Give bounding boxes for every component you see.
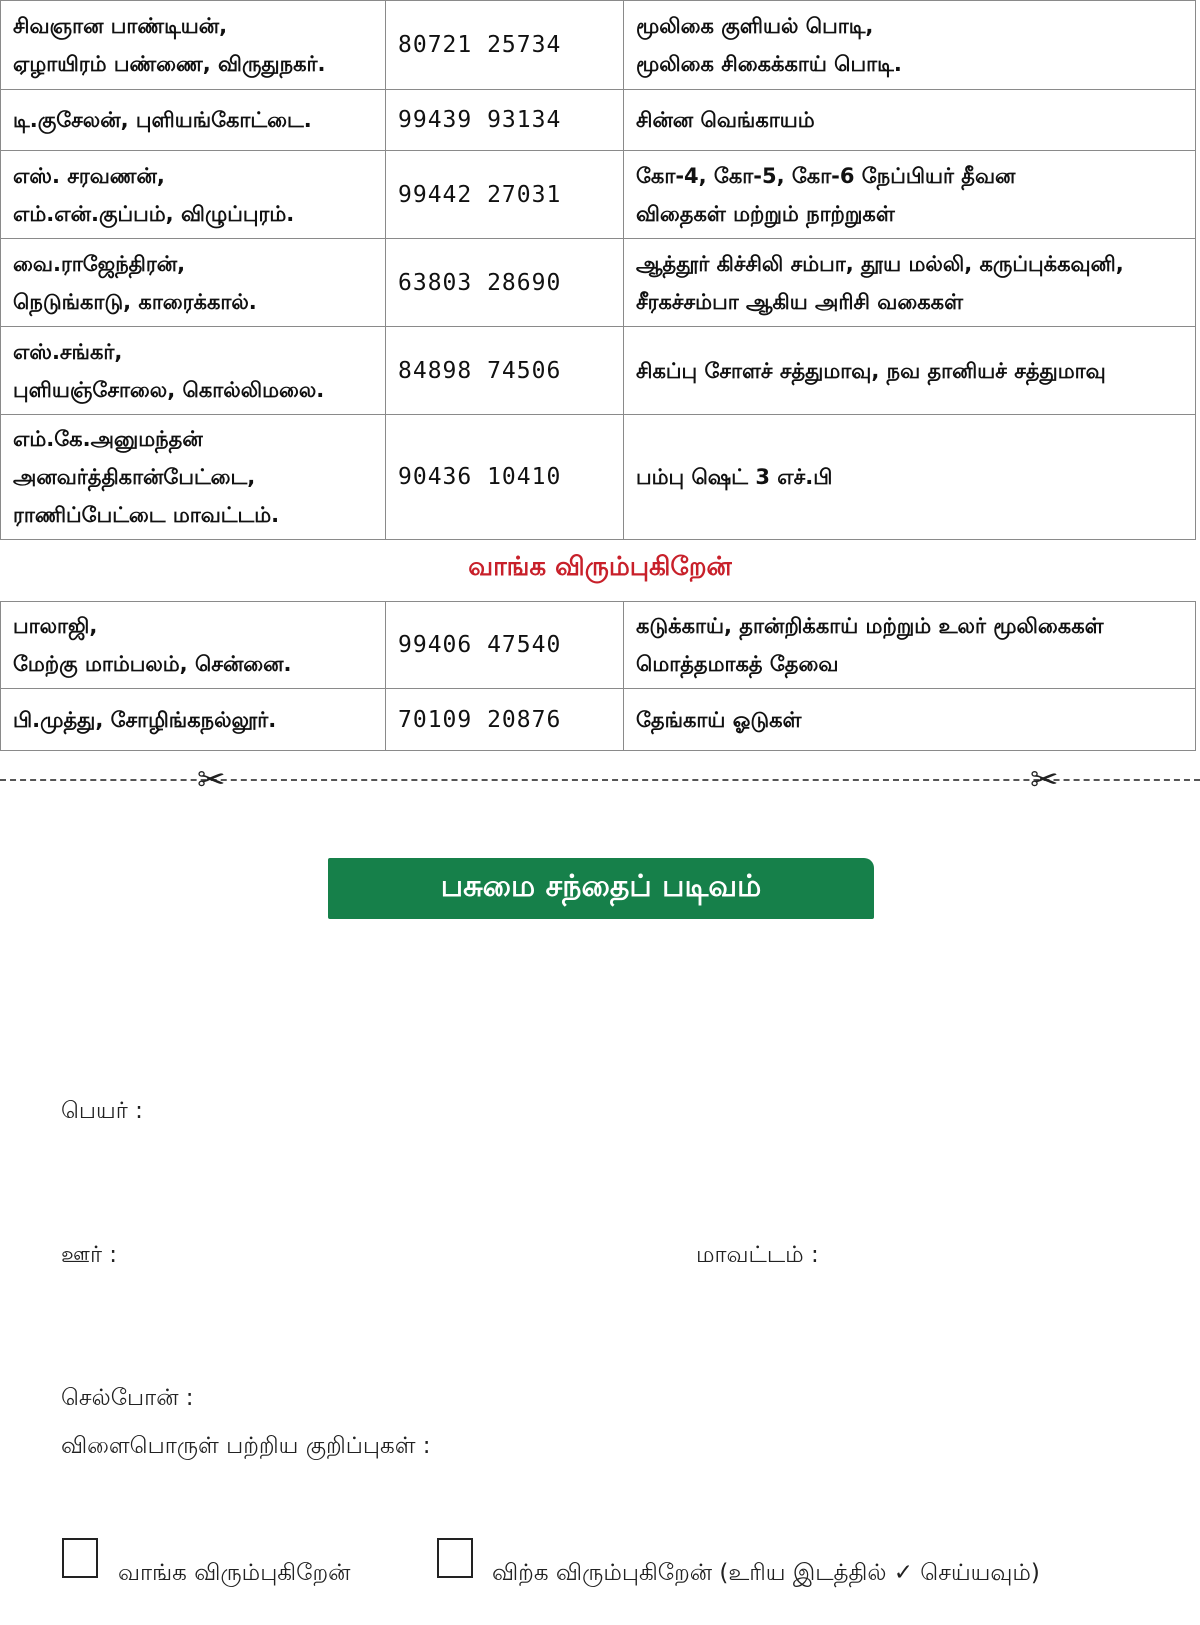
contact-name-line: வை.ராஜேந்திரன், <box>13 251 186 276</box>
table-row <box>1 239 1196 327</box>
table-row <box>1 602 1196 689</box>
product-notes-label: விளைபொருள் பற்றிய குறிப்புகள் : <box>61 1433 431 1459</box>
scissors-icon: ✂ <box>197 760 226 800</box>
village-field-label: ஊர் : <box>61 1242 118 1268</box>
product-line: பம்பு ஷெட் 3 எச்.பி <box>636 465 833 489</box>
product-line: ஆத்தூர் கிச்சிலி சம்பா, தூய மல்லி, கருப்புக்கவுனி, <box>636 251 1124 276</box>
contact-name-line: அனவர்த்திகான்பேட்டை, <box>13 465 256 489</box>
phone-field-label: செல்போன் : <box>61 1385 194 1411</box>
phone-number-cell: 99406 47540 <box>386 602 624 689</box>
table-row <box>1 151 1196 239</box>
contact-name-cell <box>1 151 386 239</box>
contact-name-cell <box>1 239 386 327</box>
scissors-icon: ✂ <box>1030 760 1059 800</box>
product-cell <box>624 151 1196 239</box>
contact-name-cell <box>1 602 386 689</box>
product-line: மூலிகை சிகைக்காய் பொடி. <box>636 52 902 76</box>
product-line: சீரகச்சம்பா ஆகிய அரிசி வகைகள் <box>636 289 964 314</box>
district-field-label: மாவட்டம் : <box>696 1242 819 1268</box>
product-line: சின்ன வெங்காயம் <box>636 108 815 132</box>
product-cell <box>624 90 1196 151</box>
product-line: கடுக்காய், தான்றிக்காய் மற்றும் உலர் மூலிகைகள் <box>636 614 1104 638</box>
product-line: சிகப்பு சோளச் சத்துமாவு, நவ தானியச் சத்துமாவு <box>636 358 1106 383</box>
sell-option-label: விற்க விரும்புகிறேன் (உரிய இடத்தில் ✓ செய்யவும்) <box>492 1560 1040 1586</box>
table-row <box>1 90 1196 151</box>
phone-number-cell: 70109 20876 <box>386 689 624 751</box>
contact-name-line: எஸ்.சங்கர், <box>13 339 123 364</box>
table-row <box>1 415 1196 540</box>
product-line: கோ-4, கோ-5, கோ-6 நேப்பியர் தீவன <box>636 163 1016 188</box>
product-cell <box>624 689 1196 751</box>
product-line: மூலிகை குளியல் பொடி, <box>636 14 874 38</box>
form-title-banner: பசுமை சந்தைப் படிவம் <box>328 858 874 919</box>
contact-name-line: மேற்கு மாம்பலம், சென்னை. <box>13 652 292 676</box>
contact-name-line: சிவஞான பாண்டியன், <box>13 14 228 38</box>
product-cell <box>624 327 1196 415</box>
phone-number-cell: 90436 10410 <box>386 415 624 540</box>
contact-name-line: டி.குசேலன், புளியங்கோட்டை. <box>13 108 312 132</box>
contact-name-cell <box>1 90 386 151</box>
contact-name-line: ராணிப்பேட்டை மாவட்டம். <box>13 503 280 527</box>
contact-name-line: ஏழாயிரம் பண்ணை, விருதுநகர். <box>13 52 326 76</box>
buy-option-label: வாங்க விரும்புகிறேன் <box>118 1560 351 1586</box>
contact-name-line: நெடுங்காடு, காரைக்கால். <box>13 289 257 314</box>
buyer-listing-table <box>0 601 1196 751</box>
contact-name-cell <box>1 327 386 415</box>
sell-checkbox[interactable] <box>437 1538 473 1578</box>
table-row <box>1 689 1196 751</box>
contact-name-line: எம்.கே.அனுமந்தன் <box>13 427 203 451</box>
contact-name-cell <box>1 415 386 540</box>
product-cell <box>624 415 1196 540</box>
contact-name-line: எம்.என்.குப்பம், விழுப்புரம். <box>13 201 295 226</box>
buy-checkbox[interactable] <box>62 1538 98 1578</box>
contact-name-line: எஸ். சரவணன், <box>13 163 165 188</box>
cut-line <box>0 779 1200 781</box>
phone-number-cell: 80721 25734 <box>386 1 624 90</box>
contact-name-cell <box>1 1 386 90</box>
contact-name-line: பி.முத்து, சோழிங்கநல்லூர். <box>13 707 277 732</box>
product-cell <box>624 239 1196 327</box>
phone-number-cell: 99442 27031 <box>386 151 624 239</box>
phone-number-cell: 84898 74506 <box>386 327 624 415</box>
table-row <box>1 327 1196 415</box>
contact-name-line: புளியஞ்சோலை, கொல்லிமலை. <box>13 377 325 402</box>
contact-name-cell <box>1 689 386 751</box>
name-field-label: பெயர் : <box>61 1098 143 1124</box>
product-line: தேங்காய் ஓடுகள் <box>636 707 802 732</box>
product-cell <box>624 1 1196 90</box>
product-line: விதைகள் மற்றும் நாற்றுகள் <box>636 201 895 226</box>
phone-number-cell: 63803 28690 <box>386 239 624 327</box>
buy-section-heading: வாங்க விரும்புகிறேன் <box>468 552 732 582</box>
seller-listing-table <box>0 0 1196 540</box>
phone-number-cell: 99439 93134 <box>386 90 624 151</box>
table-row <box>1 1 1196 90</box>
product-line: மொத்தமாகத் தேவை <box>636 652 839 676</box>
contact-name-line: பாலாஜி, <box>13 614 98 638</box>
product-cell <box>624 602 1196 689</box>
